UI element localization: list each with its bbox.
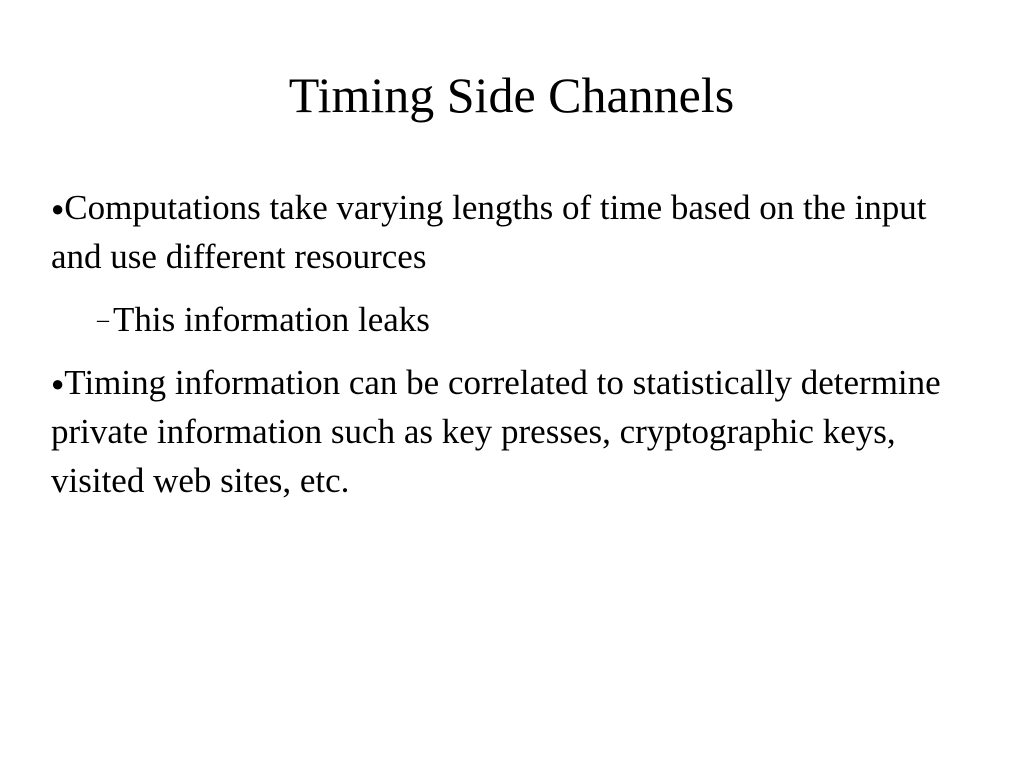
slide-title: Timing Side Channels [288,67,735,123]
bullet-dot-icon: ● [51,196,65,221]
bullet-text: Timing information can be correlated to statistically determine private information such as key presses, cryptographic keys, visited web sites, etc. [51,363,941,500]
bullet-dot-icon: ● [51,371,65,396]
slide-body [51,183,951,505]
bullet-item [51,183,951,281]
bullet-text: Computations take varying lengths of time based on the input and use different resources [51,188,927,276]
sub-bullet-text: This information leaks [113,300,430,339]
dash-icon: – [97,307,109,333]
sub-bullet-item [97,295,951,344]
bullet-item [51,358,951,505]
